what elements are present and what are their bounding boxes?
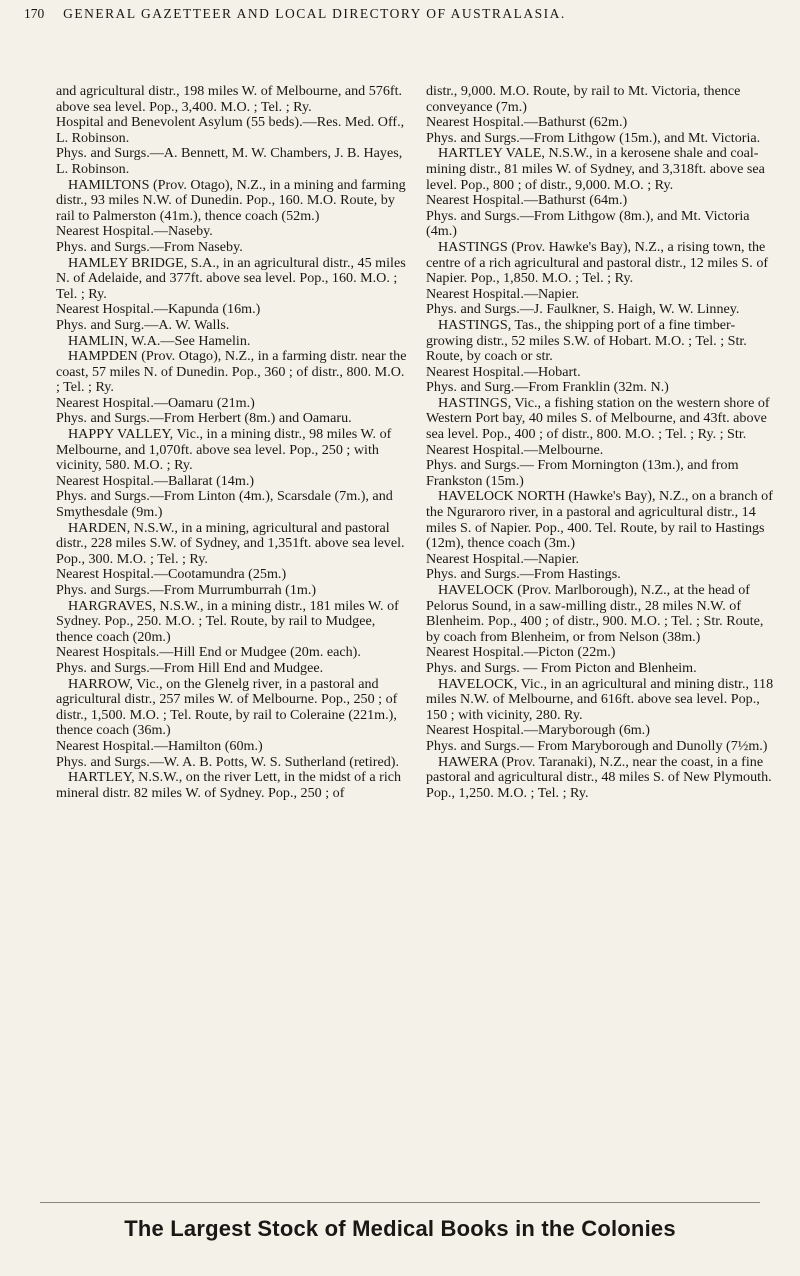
directory-entry: HASTINGS (Prov. Hawke's Bay), N.Z., a rising town, the centre of a rich agricultural and pastoral distr., 12 miles S. of Napier. Pop., 1,850. M.O. ; Tel. ; Ry. (426, 238, 769, 287)
directory-entry: Nearest Hospital.—Napier. (426, 550, 580, 567)
directory-entry: Phys. and Surgs.—From Linton (4m.), Scarsdale (7m.), and Smythesdale (9m.) (56, 488, 393, 521)
directory-entry: Phys. and Surgs.—A. Bennett, M. W. Chambers, J. B. Hayes, L. Robinson. (56, 145, 403, 177)
directory-entry: HAMLIN, W.A.—See Hamelin. (68, 332, 251, 349)
directory-entry: HARROW, Vic., on the Glenelg river, in a pastoral and agricultural distr., 257 miles W. of Melbourne. Pop., 250 ; of distr., 1,500. M.O. ; Tel. Route, by rail to Coleraine (221m.), thence coach (36m.) (56, 675, 398, 739)
directory-entry: Phys. and Surgs. — From Picton and Blenheim. (426, 659, 697, 676)
directory-entry: Nearest Hospital.—Hobart. (426, 363, 581, 380)
directory-entry: HAPPY VALLEY, Vic., in a mining distr., 98 miles W. of Melbourne, and 1,070ft. above sea level. Pop., 250 ; with vicinity, 580. M.O. ; Ry. (56, 426, 392, 474)
directory-entry: HARTLEY VALE, N.S.W., in a kerosene shale and coal-mining distr., 81 miles W. of Sydney, and 3,318ft. above sea level. Pop., 800 ; of distr., 9,000. M.O. ; Ry. (426, 145, 765, 193)
left-column (56, 84, 409, 801)
directory-entry: distr., 9,000. M.O. Route, by rail to Mt. Victoria, thence conveyance (7m.) (426, 83, 741, 115)
directory-entry: HASTINGS, Tas., the shipping port of a fine timber-growing distr., 52 miles S.W. of Hobart. M.O. ; Tel. ; Str. Route, by coach or str. (426, 316, 747, 365)
directory-entry: HARDEN, N.S.W., in a mining, agricultural and pastoral distr., 228 miles S.W. of Sydney, and 1,351ft. above sea level. Pop., 300. M.O. ; Tel. ; Ry. (56, 519, 405, 567)
directory-entry: HAMLEY BRIDGE, S.A., in an agricultural distr., 45 miles N. of Adelaide, and 377ft. above sea level. Pop., 160. M.O. ; Tel. ; Ry. (56, 254, 406, 302)
footer-divider (40, 1202, 760, 1203)
directory-entry: Phys. and Surgs.— From Mornington (13m.), and from Frankston (15m.) (426, 457, 739, 489)
directory-entry: Nearest Hospital.—Napier. (426, 285, 580, 302)
directory-entry: Phys. and Surg.—A. W. Walls. (56, 316, 230, 333)
directory-entry: Phys. and Surgs.—From Hill End and Mudgee. (56, 659, 324, 676)
advertisement-footer: The Largest Stock of Medical Books in the Colonies (124, 1216, 676, 1241)
page-header (24, 6, 784, 22)
directory-entry: Phys. and Surg.—From Franklin (32m. N.) (426, 379, 669, 396)
directory-entry: Nearest Hospital.—Ballarat (14m.) (56, 472, 255, 489)
directory-entry: and agricultural distr., 198 miles W. of Melbourne, and 576ft. above sea level. Pop., 3,400. M.O. ; Tel. ; Ry. (56, 83, 403, 115)
directory-entry: HARTLEY, N.S.W., on the river Lett, in the midst of a rich mineral distr. 82 miles W. of Sydney. Pop., 250 ; of (56, 769, 402, 801)
directory-entry: Nearest Hospital.—Bathurst (62m.) (426, 114, 628, 131)
directory-entry: Nearest Hospital.—Kapunda (16m.) (56, 301, 261, 318)
directory-entry: Hospital and Benevolent Asylum (55 beds).—Res. Med. Off., L. Robinson. (56, 114, 405, 146)
directory-entry: Phys. and Surgs.—From Lithgow (8m.), and Mt. Victoria (4m.) (426, 207, 750, 240)
directory-entry: Phys. and Surgs.—J. Faulkner, S. Haigh, W. W. Linney. (426, 301, 740, 318)
page-number: 170 (24, 6, 45, 21)
directory-entry: Nearest Hospital.—Maryborough (6m.) (426, 722, 650, 739)
directory-entry: Nearest Hospital.—Hamilton (60m.) (56, 737, 263, 754)
directory-entry: HAVELOCK NORTH (Hawke's Bay), N.Z., on a branch of the Nguraroro river, in a pastoral and agricultural distr., 14 miles S. of Napier. Pop., 400. Tel. Route, by rail to Hastings (12m), thence coach (3m.) (426, 488, 773, 552)
directory-entry: HAWERA (Prov. Taranaki), N.Z., near the coast, in a fine pastoral and agricultural distr., 48 miles S. of New Plymouth. Pop., 1,250. M.O. ; Tel. ; Ry. (426, 753, 772, 801)
directory-entry: Nearest Hospital.—Oamaru (21m.) (56, 394, 255, 411)
directory-entry: Nearest Hospital.—Cootamundra (25m.) (56, 566, 287, 583)
directory-entry: Phys. and Surgs.— From Maryborough and Dunolly (7½m.) (426, 737, 768, 754)
directory-entry: HARGRAVES, N.S.W., in a mining distr., 181 miles W. of Sydney. Pop., 250. M.O. ; Tel. Route, by rail to Mudgee, thence coach (20m.) (56, 597, 399, 645)
running-title: GENERAL GAZETTEER AND LOCAL DIRECTORY OF AUSTRALASIA. (63, 6, 566, 21)
directory-entry: Nearest Hospital.—Picton (22m.) (426, 644, 616, 661)
right-column (426, 84, 779, 801)
directory-entry: HAMILTONS (Prov. Otago), N.Z., in a mining and farming distr., 93 miles N.W. of Dunedin. Pop., 160. M.O. Route, by rail to Palmerston (41m.), thence coach (52m.) (56, 176, 406, 224)
directory-entry: Phys. and Surgs.—From Lithgow (15m.), and Mt. Victoria. (426, 129, 761, 146)
directory-entry: Nearest Hospital.—Melbourne. (426, 441, 604, 458)
directory-entry: Nearest Hospitals.—Hill End or Mudgee (20m. each). (56, 644, 361, 661)
directory-entry: HAMPDEN (Prov. Otago), N.Z., in a farming distr. near the coast, 57 miles N. of Dunedin. Pop., 360 ; of distr., 800. M.O. ; Tel. ; Ry. (56, 348, 407, 396)
directory-entry: Phys. and Surgs.—From Herbert (8m.) and Oamaru. (56, 410, 352, 427)
directory-entry: HASTINGS, Vic., a fishing station on the western shore of Western Port bay, 40 miles S. of Melbourne, and 43ft. above sea level. Pop., 400 ; of distr., 800. M.O. ; Tel. ; Ry. ; Str. (426, 394, 770, 443)
directory-entry: HAVELOCK, Vic., in an agricultural and mining distr., 118 miles N.W. of Melbourne, and 616ft. above sea level. Pop., 150 ; with vicinity, 280. Ry. (426, 675, 774, 723)
directory-entry: Phys. and Surgs.—From Murrumburrah (1m.) (56, 582, 317, 598)
directory-entry: Nearest Hospital.—Bathurst (64m.) (426, 192, 628, 209)
directory-entry: HAVELOCK (Prov. Marlborough), N.Z., at the head of Pelorus Sound, in a saw-milling distr., 28 miles N.W. of Blenheim. Pop., 400 ; of distr., 900. M.O. ; Tel. ; Str. Route, by coach from Blenheim, or from Nelson (38m.) (426, 582, 764, 645)
directory-entry: Nearest Hospital.—Naseby. (56, 223, 213, 240)
directory-entry: Phys. and Surgs.—From Hastings. (426, 566, 621, 583)
directory-entry: Phys. and Surgs.—From Naseby. (56, 238, 243, 255)
directory-entry: Phys. and Surgs.—W. A. B. Potts, W. S. Sutherland (retired). (56, 753, 399, 770)
